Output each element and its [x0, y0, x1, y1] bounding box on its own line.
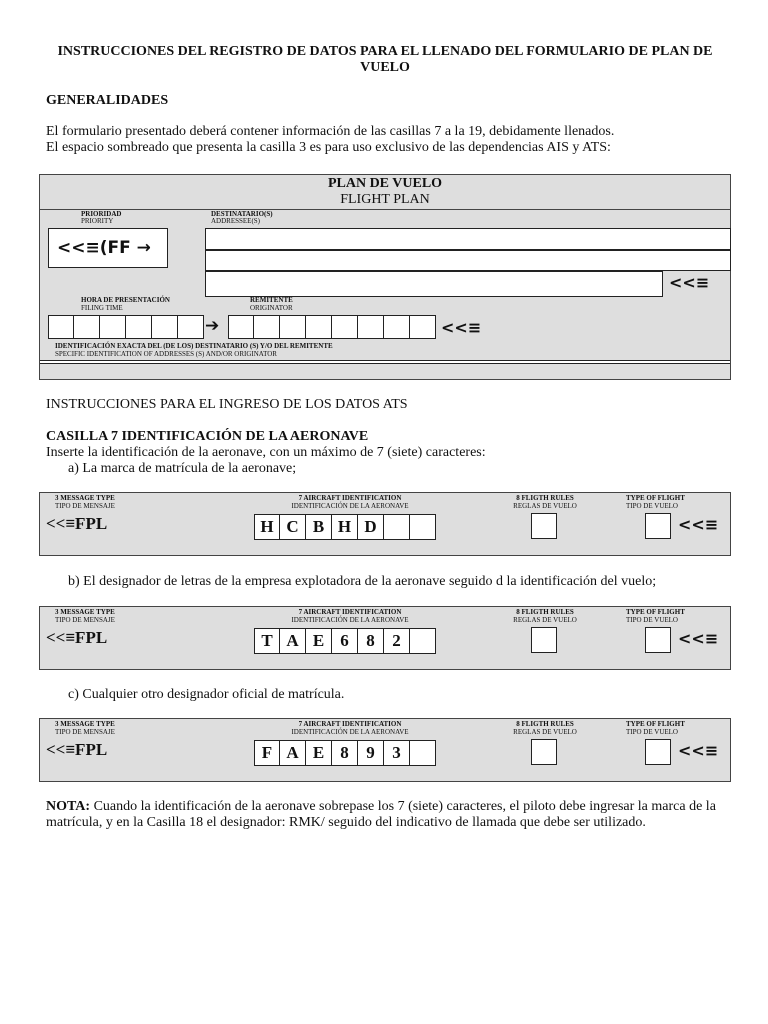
originator-cell[interactable]: [384, 315, 410, 339]
flight-type-label-en: TYPE OF FLIGHT: [626, 608, 685, 616]
aircraft-id-cell[interactable]: 9: [358, 740, 384, 766]
aircraft-id-cell[interactable]: 8: [332, 740, 358, 766]
filing-cell[interactable]: [48, 315, 74, 339]
originator-cells[interactable]: [228, 315, 436, 339]
aircraft-id-cell[interactable]: 3: [384, 740, 410, 766]
casilla7-heading: CASILLA 7 IDENTIFICACIÓN DE LA AERONAVE: [46, 429, 369, 444]
msg-type-label-en: 3 MESSAGE TYPE: [55, 608, 115, 616]
casilla7-intro: Inserte la identificación de la aeronave, con un máximo de 7 (siete) caracteres:: [46, 445, 486, 460]
priority-label-en: PRIORITY: [81, 217, 114, 225]
specific-id-label-en: SPECIFIC IDENTIFICATION OF ADDRESSES (S) AND/OR ORIGINATOR: [55, 350, 277, 358]
msg-type-label-es: TIPO DE MENSAJE: [55, 728, 115, 736]
originator-cell[interactable]: [306, 315, 332, 339]
end-of-field-symbol: <<≡: [669, 273, 710, 292]
aircraft-id-cells[interactable]: [254, 628, 436, 654]
flight-plan-form-header: [39, 174, 731, 380]
addressee-field-2[interactable]: [205, 250, 731, 271]
originator-cell[interactable]: [254, 315, 280, 339]
flight-rules-field[interactable]: [531, 627, 557, 653]
flight-type-field[interactable]: [645, 739, 671, 765]
flight-rules-field[interactable]: [531, 739, 557, 765]
flight-type-label-en: TYPE OF FLIGHT: [626, 494, 685, 502]
aircraft-id-cell[interactable]: [410, 740, 436, 766]
flight-type-label-es: TIPO DE VUELO: [626, 728, 678, 736]
flight-rules-label-en: 8 FLIGTH RULES: [516, 720, 574, 728]
aircraft-id-cell[interactable]: 6: [332, 628, 358, 654]
flight-rules-label-es: REGLAS DE VUELO: [513, 728, 577, 736]
flight-rules-label-es: REGLAS DE VUELO: [513, 502, 577, 510]
end-of-field-symbol: <<≡: [678, 515, 719, 534]
originator-cell[interactable]: [358, 315, 384, 339]
end-of-field-symbol: <<≡: [441, 318, 482, 337]
nota-text: Cuando la identificación de la aeronave sobrepase los 7 (siete) caracteres, el piloto debe ingresar la marca de la matrícula, y en la Casilla 18 el designador: RMK/ seguido del indicativo de llamada que debe ser utilizado.: [46, 799, 716, 830]
ats-instructions-heading: INSTRUCCIONES PARA EL INGRESO DE LOS DATOS ATS: [46, 397, 408, 412]
item-c-text: c) Cualquier otro designador oficial de matrícula.: [68, 687, 345, 702]
msg-type-label-en: 3 MESSAGE TYPE: [55, 720, 115, 728]
msg-type-value: <<≡FPL: [46, 628, 108, 647]
originator-cell[interactable]: [410, 315, 436, 339]
filing-cell[interactable]: [74, 315, 100, 339]
aircraft-id-cell[interactable]: H: [332, 514, 358, 540]
aircraft-id-label-en: 7 AIRCRAFT IDENTIFICATION: [298, 494, 402, 502]
form-title-es: PLAN DE VUELO: [327, 176, 443, 191]
end-of-field-symbol: <<≡: [678, 629, 719, 648]
originator-cell[interactable]: [280, 315, 306, 339]
message-form-example-b: [39, 606, 731, 670]
aircraft-id-cell[interactable]: F: [254, 740, 280, 766]
priority-label-es: PRIORIDAD: [81, 210, 122, 218]
aircraft-id-cell[interactable]: [410, 628, 436, 654]
flight-rules-label-es: REGLAS DE VUELO: [513, 616, 577, 624]
msg-type-value: <<≡FPL: [46, 514, 108, 533]
msg-type-label-en: 3 MESSAGE TYPE: [55, 494, 115, 502]
general-paragraph-line2: El espacio sombreado que presenta la casilla 3 es para uso exclusivo de las dependencias AIS y ATS:: [46, 140, 611, 155]
filing-time-label-es: HORA DE PRESENTACIÓN: [81, 296, 170, 304]
originator-cell[interactable]: [228, 315, 254, 339]
originator-label-en: ORIGINATOR: [250, 304, 293, 312]
aircraft-id-cell[interactable]: E: [306, 628, 332, 654]
aircraft-id-cell[interactable]: 8: [358, 628, 384, 654]
filing-time-cells[interactable]: [48, 315, 204, 339]
page-title: INSTRUCCIONES DEL REGISTRO DE DATOS PARA EL LLENADO DEL FORMULARIO DE PLAN DE VUELO: [57, 44, 713, 75]
originator-cell[interactable]: [332, 315, 358, 339]
aircraft-id-label-es: IDENTIFICACIÓN DE LA AERONAVE: [291, 502, 409, 510]
specific-id-label-es: IDENTIFICACIÓN EXACTA DEL (DE LOS) DESTINATARIO (S) Y/O DEL REMITENTE: [55, 342, 333, 350]
end-of-field-symbol: <<≡: [678, 741, 719, 760]
aircraft-id-cell[interactable]: H: [254, 514, 280, 540]
aircraft-id-cell[interactable]: [384, 514, 410, 540]
msg-type-label-es: TIPO DE MENSAJE: [55, 616, 115, 624]
aircraft-id-cell[interactable]: T: [254, 628, 280, 654]
flight-type-label-es: TIPO DE VUELO: [626, 502, 678, 510]
priority-field[interactable]: <<≡(FF →: [48, 228, 168, 268]
aircraft-id-cell[interactable]: A: [280, 628, 306, 654]
addressee-field-3[interactable]: [205, 271, 663, 297]
flight-type-field[interactable]: [645, 627, 671, 653]
message-form-example-c: [39, 718, 731, 782]
filing-cell[interactable]: [178, 315, 204, 339]
aircraft-id-cells[interactable]: [254, 740, 436, 766]
section-heading-generalidades: GENERALIDADES: [46, 93, 169, 108]
form-title-en: FLIGHT PLAN: [340, 192, 430, 207]
item-a-text: a) La marca de matrícula de la aeronave;: [68, 461, 297, 476]
flight-rules-label-en: 8 FLIGTH RULES: [516, 608, 574, 616]
general-paragraph-line1: El formulario presentado deberá contener información de las casillas 7 a la 19, debidamente llenados.: [46, 124, 615, 139]
aircraft-id-cell[interactable]: C: [280, 514, 306, 540]
filing-cell[interactable]: [100, 315, 126, 339]
filing-cell[interactable]: [126, 315, 152, 339]
message-form-example-a: [39, 492, 731, 556]
flight-rules-field[interactable]: [531, 513, 557, 539]
item-b-text: b) El designador de letras de la empresa explotadora de la aeronave seguido d la identificación del vuelo;: [68, 574, 657, 589]
aircraft-id-label-en: 7 AIRCRAFT IDENTIFICATION: [298, 608, 402, 616]
aircraft-id-cell[interactable]: 2: [384, 628, 410, 654]
flight-type-label-en: TYPE OF FLIGHT: [626, 720, 685, 728]
addressee-label-en: ADDRESSEE(S): [211, 217, 261, 225]
msg-type-label-es: TIPO DE MENSAJE: [55, 502, 115, 510]
divider: [40, 209, 730, 210]
aircraft-id-label-es: IDENTIFICACIÓN DE LA AERONAVE: [291, 728, 409, 736]
flight-rules-label-en: 8 FLIGTH RULES: [516, 494, 574, 502]
flight-type-field[interactable]: [645, 513, 671, 539]
aircraft-id-label-en: 7 AIRCRAFT IDENTIFICATION: [298, 720, 402, 728]
aircraft-id-label-es: IDENTIFICACIÓN DE LA AERONAVE: [291, 616, 409, 624]
filing-cell[interactable]: [152, 315, 178, 339]
filing-time-label-en: FILING TIME: [81, 304, 123, 312]
addressee-label-es: DESTINATARIO(S): [211, 210, 273, 218]
flight-type-label-es: TIPO DE VUELO: [626, 616, 678, 624]
aircraft-id-cell[interactable]: A: [280, 740, 306, 766]
aircraft-id-cell[interactable]: D: [358, 514, 384, 540]
aircraft-id-cell[interactable]: B: [306, 514, 332, 540]
specific-id-field[interactable]: [40, 360, 730, 364]
nota-paragraph: [46, 799, 736, 831]
aircraft-id-cells[interactable]: [254, 514, 436, 540]
arrow-right-icon: ➔: [205, 316, 220, 336]
msg-type-value: <<≡FPL: [46, 740, 108, 759]
aircraft-id-cell[interactable]: E: [306, 740, 332, 766]
addressee-field-1[interactable]: [205, 228, 731, 250]
nota-label: NOTA:: [46, 799, 91, 814]
aircraft-id-cell[interactable]: [410, 514, 436, 540]
originator-label-es: REMITENTE: [250, 296, 293, 304]
